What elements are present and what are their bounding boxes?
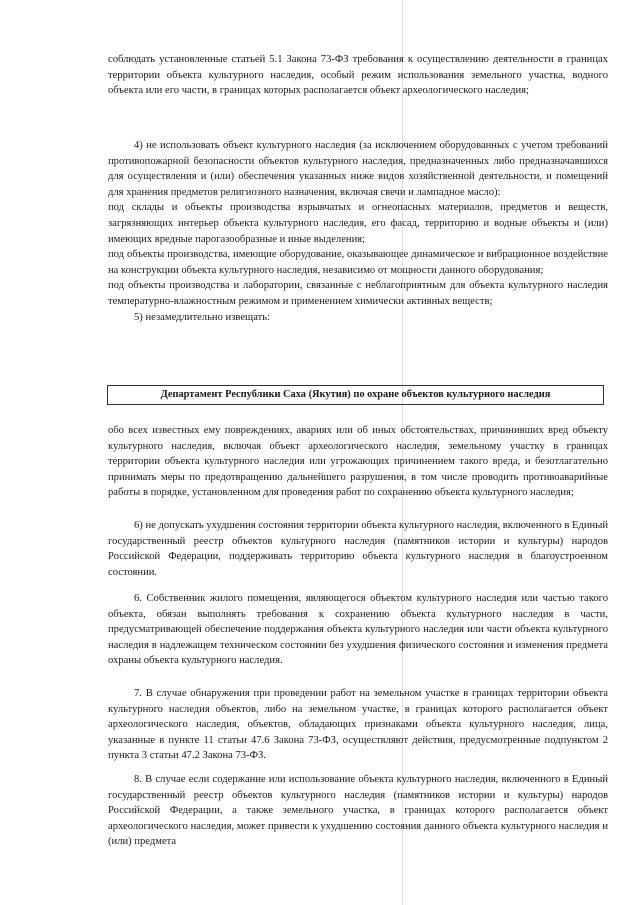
paragraph-text: обо всех известных ему повреждениях, авариях или об иных обстоятельствах, причинивших вред объекту культурного наследия, включая объект археологического наследия, земельному участку в границах территории объекта культурного наследия или угрожающих причинением такого вреда, и безотлагательно принимать меры по предотвращению дальнейшего разрушения, в том числе проводить противоаварийные работы в порядке, установленном для проведения работ по сохранению объекта культурного наследия; <box>108 425 608 499</box>
department-stamp: Департамент Республики Саха (Якутия) по охране объектов культурного наследия <box>107 385 604 405</box>
paragraph-7 <box>108 686 608 764</box>
item-5-intro: 5) незамедлительно извещать: <box>134 311 271 323</box>
item-4-intro: 4) не использовать объект культурного наследия (за исключением оборудованных с учетом требований противопожарной безопасности объектов культурного наследия, предназначенных либо предназначавшихся для осуществления и (или) обеспечения указанных ниже видов хозяйственной деятельности, и помещений для хранения предметов религиозного назначения, включая свечи и лампадное масло): <box>108 140 608 198</box>
item-4-section <box>108 138 608 325</box>
item-5-body <box>108 423 608 501</box>
paragraph-6 <box>108 591 608 669</box>
paragraph-text: 8. В случае если содержание или использование объекта культурного наследия, включенного в Единый государственный реестр объектов культурного наследия (памятников истории и культуры) народов Российской Федерации, а также земельного участка, в границах которого располагается объект археологического наследия, может привести к ухудшению состояния данного объекта культурного наследия и (или) предмета <box>108 774 608 848</box>
item-4-list-entry: под объекты производства, имеющие оборудование, оказывающее динамическое и вибрационное воздействие на конструкции объекта культурного наследия, независимо от мощности данного оборудования; <box>108 249 608 276</box>
item-4-list-entry: под склады и объекты производства взрывчатых и огнеопасных материалов, предметов и веществ, загрязняющих интерьер объекта культурного наследия, его фасад, территорию и водные объекты и (или) имеющих вредные парогазообразные и иные выделения; <box>108 202 608 245</box>
paragraph-8 <box>108 772 608 850</box>
paragraph-text: 6. Собственник жилого помещения, являющегося объектом культурного наследия или частью такого объекта, обязан выполнять требования к сохранению объекта культурного наследия в части, предусматривающей обеспечение поддержания объекта культурного наследия или части объекта культурного наследия в надлежащем техническом состоянии без ухудшения физического состояния и изменения предмета охраны объекта культурного наследия. <box>108 593 608 667</box>
paragraph-text: 6) не допускать ухудшения состояния территории объекта культурного наследия, включенного в Единый государственный реестр объектов культурного наследия (памятников истории и культуры) народов Российской Федерации, поддерживать территорию объекта культурного наследия в благоустроенном состоянии. <box>108 520 609 578</box>
item-4-list-entry: под объекты производства и лаборатории, связанные с неблагоприятным для объекта культурного наследия температурно-влажностным режимом и применением химически активных веществ; <box>108 280 608 307</box>
continuation-paragraph <box>108 52 608 99</box>
paragraph-text: соблюдать установленные статьей 5.1 Закона 73-ФЗ требования к осуществлению деятельности в границах территории объекта культурного наследия, особый режим использования земельного участка, водного объекта или его части, в границах которых располагается объект археологического наследия; <box>108 54 608 97</box>
paragraph-text: 7. В случае обнаружения при проведении работ на земельном участке в границах территории объекта культурного наследия объектов, либо на земельном участке, в границах которого располагается объект археологического наследия, объектов, обладающих признаками объекта культурного наследия, лица, указанные в пункте 11 статьи 47.6 Закона 73-ФЗ, осуществляют действия, предусмотренные подпунктом 2 пункта 3 статьи 47.2 Закона 73-ФЗ. <box>108 688 608 762</box>
item-6-subparagraph <box>108 518 608 580</box>
